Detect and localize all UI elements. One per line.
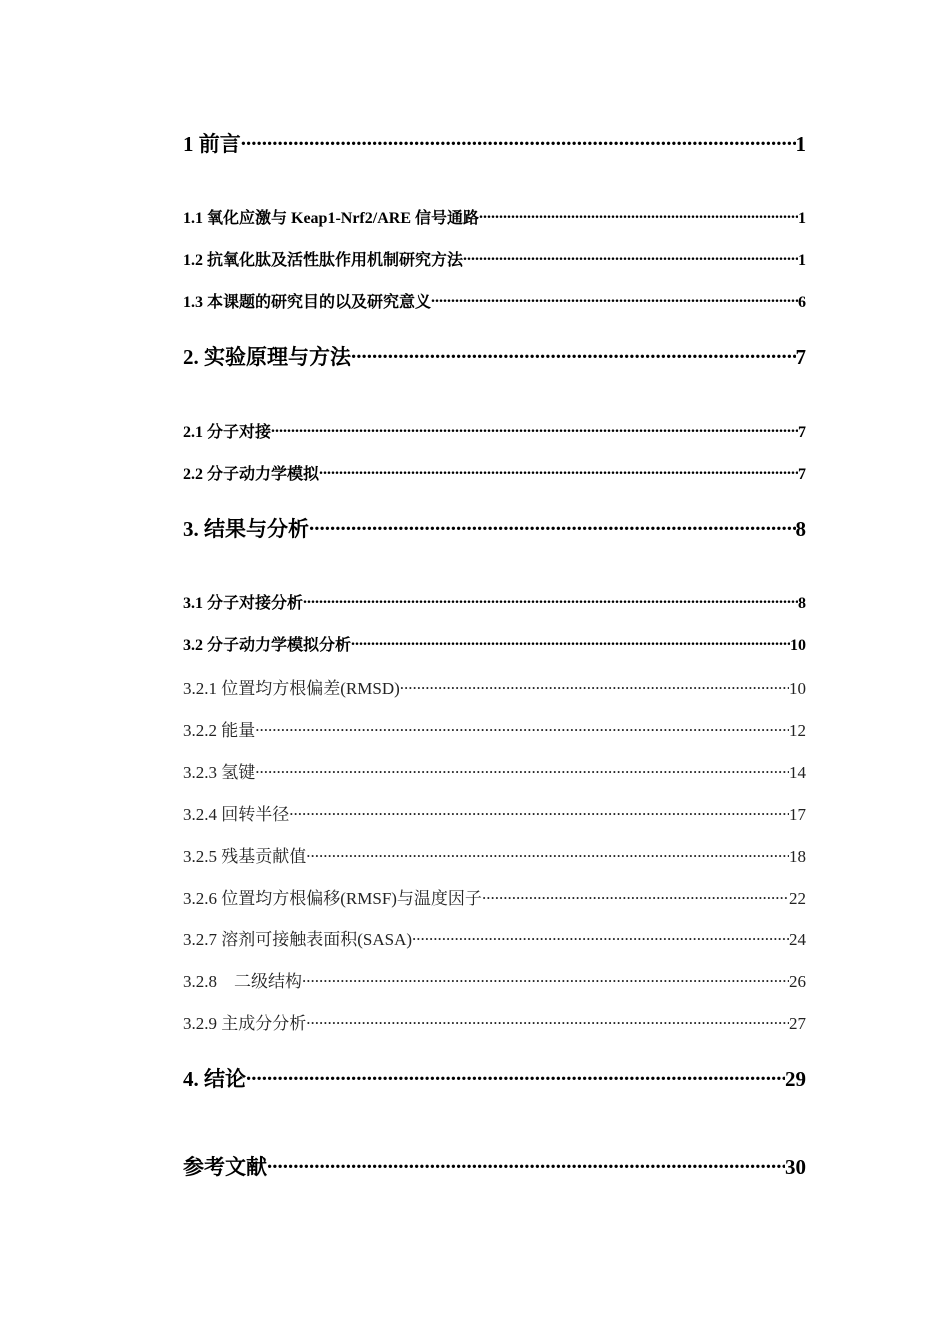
toc-entry-title: 3.2.3 氢键 [183, 763, 256, 782]
toc-entry[interactable] [183, 967, 806, 992]
toc-dot-leader [309, 515, 796, 536]
toc-entry[interactable] [183, 205, 806, 228]
toc-dot-leader [302, 970, 789, 987]
toc-dot-leader [255, 719, 789, 736]
toc-entry[interactable] [183, 800, 806, 825]
toc-entry-title: 1.1 氧化应激与 Keap1-Nrf2/ARE 信号通路 [183, 210, 479, 227]
toc-dot-leader [479, 207, 798, 223]
toc-dot-leader [241, 130, 796, 151]
toc-entry-page: 10 [790, 637, 806, 654]
toc-entry[interactable] [183, 513, 806, 543]
toc-dot-leader [482, 887, 789, 904]
toc-entry-title: 3.2.7 溶剂可接触表面积(SASA) [183, 930, 413, 949]
toc-entry-page: 17 [789, 805, 806, 824]
toc-dot-leader [463, 249, 798, 265]
toc-entry-title: 1 前言 [183, 132, 241, 156]
toc-entry-page: 24 [789, 930, 806, 949]
toc-entry-title: 3.2.6 位置均方根偏移(RMSF)与温度因子 [183, 889, 482, 908]
toc-entry[interactable] [183, 884, 806, 909]
toc-entry[interactable] [183, 674, 806, 699]
toc-entry-page: 30 [785, 1155, 806, 1179]
toc-entry-title: 3. 结果与分析 [183, 517, 309, 541]
toc-entry-title: 2.2 分子动力学模拟 [183, 466, 320, 483]
toc-entry[interactable] [183, 461, 806, 484]
toc-dot-leader [267, 1153, 785, 1174]
toc-entry[interactable] [183, 842, 806, 867]
toc-entry-page: 14 [789, 763, 806, 782]
toc-entry-title: 3.2.2 能量 [183, 721, 256, 740]
toc-dot-leader [431, 291, 798, 307]
toc-dot-leader [303, 592, 798, 608]
toc-entry[interactable] [183, 419, 806, 442]
toc-entry-page: 1 [798, 252, 806, 269]
toc-entry-page: 7 [798, 424, 806, 441]
toc-entry[interactable] [183, 590, 806, 613]
toc-entry[interactable] [183, 716, 806, 741]
toc-entry-title: 2.1 分子对接 [183, 424, 272, 441]
toc-entry-title: 3.1 分子对接分析 [183, 595, 304, 612]
toc-entry-title: 1.3 本课题的研究目的以及研究意义 [183, 294, 432, 311]
toc-entry[interactable] [183, 1151, 806, 1181]
toc-entry[interactable] [183, 925, 806, 950]
toc-entry-page: 1 [795, 132, 806, 156]
toc-dot-leader [351, 634, 790, 650]
toc-entry-title: 2. 实验原理与方法 [183, 345, 351, 369]
toc-entry-page: 18 [789, 847, 806, 866]
toc-entry-title: 1.2 抗氧化肽及活性肽作用机制研究方法 [183, 252, 464, 269]
toc-dot-leader [319, 463, 798, 479]
toc-entry-title: 3.2.1 位置均方根偏差(RMSD) [183, 679, 400, 698]
toc-entry-page: 26 [789, 972, 806, 991]
toc-entry-title: 4. 结论 [183, 1067, 246, 1091]
toc-entry[interactable] [183, 1063, 806, 1093]
toc-dot-leader [306, 1012, 789, 1029]
toc-entry-page: 27 [789, 1014, 806, 1033]
toc-dot-leader [400, 677, 789, 694]
toc-dot-leader [271, 421, 798, 437]
toc-entry-title: 3.2.9 主成分分析 [183, 1014, 307, 1033]
toc-entry-title: 3.2.8 二级结构 [183, 972, 302, 991]
toc-entry-page: 29 [785, 1067, 806, 1091]
toc-entry[interactable] [183, 289, 806, 312]
toc-dot-leader [246, 1065, 785, 1086]
toc-entry[interactable] [183, 128, 806, 158]
toc-entry[interactable] [183, 758, 806, 783]
toc-dot-leader [412, 928, 789, 945]
toc-entry-page: 8 [795, 517, 806, 541]
toc-entry[interactable] [183, 341, 806, 371]
toc-entry-page: 7 [795, 345, 806, 369]
toc-entry-page: 7 [798, 466, 806, 483]
toc-dot-leader [255, 761, 789, 778]
toc-entry[interactable] [183, 1009, 806, 1034]
toc-entry-page: 1 [798, 210, 806, 227]
toc-entry-title: 3.2.5 残基贡献值 [183, 847, 307, 866]
toc-entry-page: 22 [789, 889, 806, 908]
toc-dot-leader [351, 343, 796, 364]
toc-entry-title: 3.2.4 回转半径 [183, 805, 290, 824]
toc-entry-title: 参考文献 [183, 1155, 267, 1179]
toc-entry[interactable] [183, 632, 806, 655]
toc-dot-leader [289, 803, 789, 820]
toc-dot-leader [306, 845, 789, 862]
toc-entry-title: 3.2 分子动力学模拟分析 [183, 637, 352, 654]
toc-entry[interactable] [183, 247, 806, 270]
toc-entry-page: 10 [789, 679, 806, 698]
toc-entry-page: 12 [789, 721, 806, 740]
toc-entry-page: 6 [798, 294, 806, 311]
toc-entry-page: 8 [798, 595, 806, 612]
